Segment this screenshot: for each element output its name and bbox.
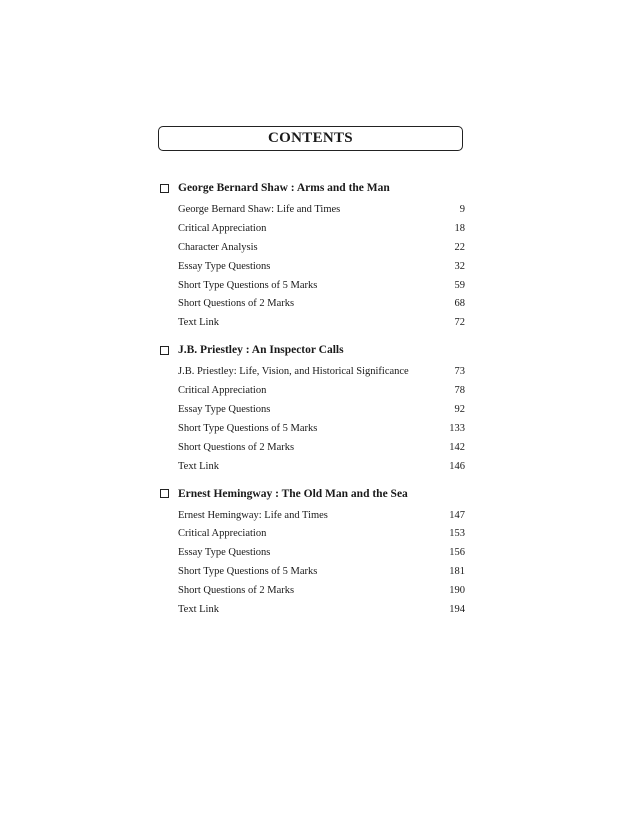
- toc-entry: [178, 381, 465, 400]
- toc-entry-page: 156: [449, 547, 465, 559]
- toc-entry-page: 9: [459, 203, 465, 215]
- toc-entry: [178, 457, 465, 476]
- section-heading-text: Ernest Hemingway : The Old Man and the Sea: [178, 487, 408, 500]
- toc-entry: [178, 524, 465, 543]
- checkbox-bullet-icon: [160, 184, 169, 193]
- toc-entry-label: Essay Type Questions: [178, 547, 271, 559]
- toc-entry-page: 32: [454, 260, 465, 272]
- toc-entry-label: Essay Type Questions: [178, 403, 271, 415]
- toc-entry: [178, 400, 465, 419]
- toc-entry-page: 78: [454, 385, 465, 397]
- section-heading: [160, 340, 465, 360]
- toc-entry-label: Short Type Questions of 5 Marks: [178, 422, 318, 434]
- toc-entry: [178, 238, 465, 257]
- toc-entry-page: 72: [454, 317, 465, 329]
- toc-entry-label: Ernest Hemingway: Life and Times: [178, 509, 328, 521]
- toc-entry-page: 73: [454, 366, 465, 378]
- toc-entry: [178, 600, 465, 619]
- toc-entry: [178, 362, 465, 381]
- toc-entry: [178, 438, 465, 457]
- toc-entry-label: Short Type Questions of 5 Marks: [178, 279, 318, 291]
- toc-entry-page: 92: [454, 403, 465, 415]
- toc-entry-page: 147: [449, 509, 465, 521]
- toc-entry-page: 18: [454, 222, 465, 234]
- toc-entry-label: Critical Appreciation: [178, 385, 267, 397]
- toc-entry: [178, 219, 465, 238]
- toc-entry: [178, 506, 465, 525]
- toc-entry-label: Text Link: [178, 317, 219, 329]
- toc-entry-label: Character Analysis: [178, 241, 258, 253]
- table-of-contents: [160, 178, 465, 627]
- toc-entry-label: Essay Type Questions: [178, 260, 271, 272]
- toc-entry: [178, 200, 465, 219]
- section-entries: [178, 506, 465, 619]
- toc-entry-page: 68: [454, 298, 465, 310]
- toc-entry: [178, 419, 465, 438]
- toc-entry-label: Text Link: [178, 460, 219, 472]
- toc-entry-page: 153: [449, 528, 465, 540]
- toc-section-hemingway: [160, 484, 465, 619]
- toc-entry: [178, 562, 465, 581]
- page-title: CONTENTS: [268, 130, 353, 146]
- toc-entry: [178, 313, 465, 332]
- toc-entry-page: 142: [449, 441, 465, 453]
- toc-section-priestley: [160, 340, 465, 475]
- toc-section-shaw: [160, 178, 465, 332]
- checkbox-bullet-icon: [160, 346, 169, 355]
- toc-entry: [178, 257, 465, 276]
- toc-entry: [178, 276, 465, 295]
- contents-title-box: [158, 126, 463, 151]
- toc-entry-page: 181: [449, 566, 465, 578]
- toc-entry-page: 22: [454, 241, 465, 253]
- toc-entry-page: 59: [454, 279, 465, 291]
- toc-entry-page: 133: [449, 422, 465, 434]
- section-heading-text: George Bernard Shaw : Arms and the Man: [178, 182, 390, 194]
- toc-entry-label: J.B. Priestley: Life, Vision, and Historical Significance: [178, 366, 409, 378]
- toc-entry-page: 190: [449, 585, 465, 597]
- section-heading: [160, 178, 465, 198]
- toc-entry-page: 146: [449, 460, 465, 472]
- toc-entry-label: Short Type Questions of 5 Marks: [178, 566, 318, 578]
- checkbox-bullet-icon: [160, 489, 169, 498]
- toc-entry: [178, 294, 465, 313]
- toc-entry-label: Short Questions of 2 Marks: [178, 298, 295, 310]
- toc-entry-label: Text Link: [178, 603, 219, 615]
- toc-entry-label: Short Questions of 2 Marks: [178, 585, 295, 597]
- toc-entry-label: Critical Appreciation: [178, 528, 267, 540]
- section-entries: [178, 200, 465, 332]
- toc-entry-label: Short Questions of 2 Marks: [178, 441, 295, 453]
- section-heading: [160, 484, 465, 504]
- toc-entry-page: 194: [449, 603, 465, 615]
- section-heading-text: J.B. Priestley : An Inspector Calls: [178, 344, 344, 357]
- toc-entry-label: George Bernard Shaw: Life and Times: [178, 203, 341, 215]
- section-entries: [178, 362, 465, 475]
- toc-entry: [178, 543, 465, 562]
- toc-entry: [178, 581, 465, 600]
- toc-entry-label: Critical Appreciation: [178, 222, 267, 234]
